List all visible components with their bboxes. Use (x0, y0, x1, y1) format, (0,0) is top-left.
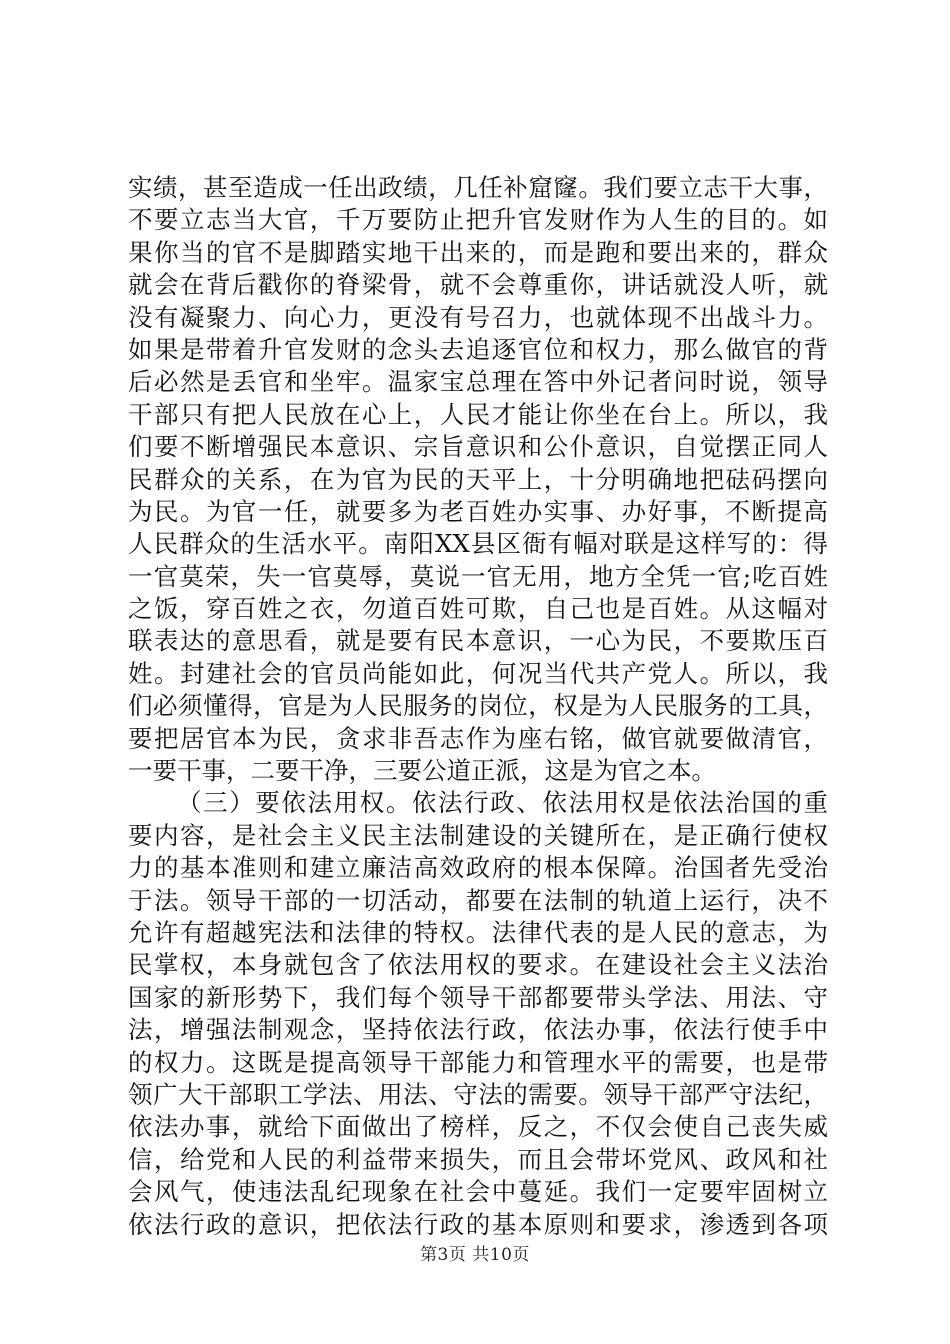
text-line: 人民群众的生活水平。南阳XX县区衙有幅对联是这样写的：得 (128, 529, 828, 559)
text-line: 果你当的官不是脚踏实地干出来的，而是跑和要出来的，群众 (128, 237, 828, 267)
text-line: 姓。封建社会的官员尚能如此，何况当代共产党人。所以，我 (128, 658, 828, 688)
text-line: 之饭，穿百姓之衣，勿道百姓可欺，自己也是百姓。从这幅对 (128, 594, 828, 624)
text-line: 不要立志当大官，千万要防止把升官发财作为人生的目的。如 (128, 205, 828, 235)
text-line: 民掌权，本身就包含了依法用权的要求。在建设社会主义法治 (128, 950, 828, 980)
text-line: 联表达的意思看，就是要有民本意识，一心为民，不要欺压百 (128, 626, 828, 656)
text-line: 法，增强法制观念，坚持依法行政，依法办事，依法行使手中 (128, 1015, 828, 1045)
text-line: 于法。领导干部的一切活动，都要在法制的轨道上运行，决不 (128, 885, 828, 915)
text-line: 国家的新形势下，我们每个领导干部都要带头学法、用法、守 (128, 982, 828, 1012)
document-body (128, 172, 828, 1241)
text-line: 民群众的关系，在为官为民的天平上，十分明确地把砝码摆向 (128, 464, 828, 494)
text-line: 要把居官本为民，贪求非吾志作为座右铭，做官就要做清官， (128, 723, 828, 753)
text-line: 一官莫荣，失一官莫辱，莫说一官无用，地方全凭一官;吃百姓 (128, 561, 828, 591)
text-line: 领广大干部职工学法、用法、守法的需要。领导干部严守法纪， (128, 1079, 828, 1109)
page-footer: 第3页 共10页 (420, 1245, 530, 1265)
text-line: 依法办事，就给下面做出了榜样，反之，不仅会使自己丧失威 (128, 1112, 828, 1142)
text-line: 信，给党和人民的利益带来损失，而且会带坏党风、政风和社 (128, 1144, 828, 1174)
text-line: 干部只有把人民放在心上，人民才能让你坐在台上。所以，我 (128, 399, 828, 429)
text-line: 为民。为官一任，就要多为老百姓办实事、办好事，不断提高 (128, 496, 828, 526)
text-line: 依法行政的意识，把依法行政的基本原则和要求，渗透到各项 (128, 1209, 828, 1239)
text-line: 们要不断增强民本意识、宗旨意识和公仆意识，自觉摆正同人 (128, 432, 828, 462)
text-line: 实绩，甚至造成一任出政绩，几任补窟窿。我们要立志干大事， (128, 173, 828, 202)
text-line: 没有凝聚力、向心力，更没有号召力，也就体现不出战斗力。 (128, 302, 828, 332)
text-line: 要内容，是社会主义民主法制建设的关键所在，是正确行使权 (128, 820, 828, 850)
text-line: （三）要依法用权。依法行政、依法用权是依法治国的重 (177, 788, 828, 818)
text-line: 后必然是丢官和坐牢。温家宝总理在答中外记者问时说，领导 (128, 367, 828, 397)
text-line: 会风气，使违法乱纪现象在社会中蔓延。我们一定要牢固树立 (128, 1177, 828, 1207)
text-line: 如果是带着升官发财的念头去追逐官位和权力，那么做官的背 (128, 334, 828, 364)
text-line: 们必须懂得，官是为人民服务的岗位，权是为人民服务的工具， (128, 691, 828, 721)
text-line: 力的基本准则和建立廉洁高效政府的根本保障。治国者先受治 (128, 853, 828, 883)
text-line: 一要干事，二要干净，三要公道正派，这是为官之本。 (128, 756, 716, 786)
text-line: 就会在背后戳你的脊梁骨，就不会尊重你，讲话就没人听，就 (128, 270, 828, 300)
text-line: 允许有超越宪法和法律的特权。法律代表的是人民的意志，为 (128, 917, 828, 947)
text-line: 的权力。这既是提高领导干部能力和管理水平的需要，也是带 (128, 1047, 828, 1077)
